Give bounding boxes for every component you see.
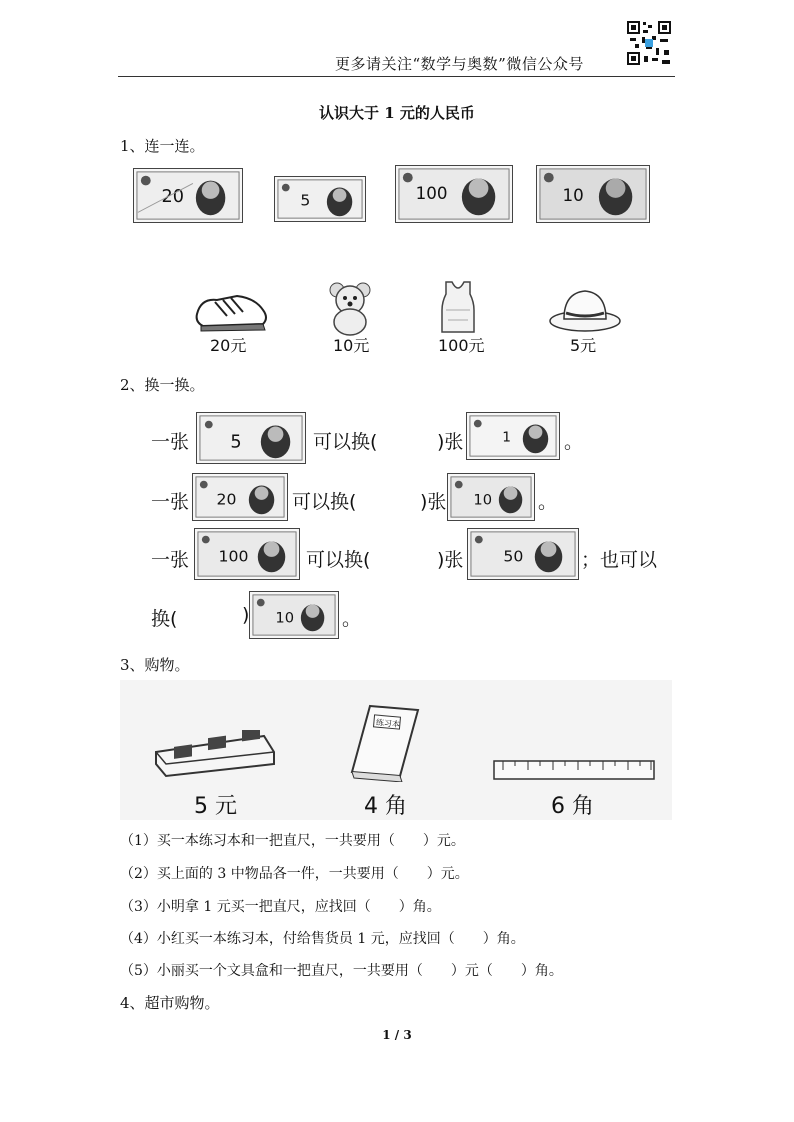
banknote-value: 10 [473, 492, 493, 509]
row2-text-b: 可以换( [292, 491, 357, 513]
banknote-5-value: 5 [300, 191, 311, 210]
section-4-label: 4、超市购物。 [120, 994, 220, 1012]
ruler-icon [493, 760, 655, 780]
banknote-value: 1 [502, 429, 511, 446]
section-1-label: 1、连一连。 [120, 137, 205, 155]
price-label: 5元 [570, 336, 597, 355]
price-label: 20元 [210, 336, 247, 355]
page-title: 认识大于 1 元的人民币 [319, 104, 475, 122]
row2-text-a: 一张 [151, 491, 190, 513]
question-3: （3）小明拿 1 元买一把直尺，应找回（ ）角。 [120, 899, 441, 915]
row1-text-d: 。 [564, 431, 584, 453]
banknote-value: 20 [216, 490, 237, 509]
pencil-case-icon [152, 730, 276, 780]
banknote-100 [395, 165, 513, 223]
banknote-5 [196, 412, 306, 464]
qr-code-icon [626, 20, 672, 66]
banknote-value: 5 [230, 432, 242, 453]
banknote-value: 50 [503, 547, 524, 566]
row3-text-d: ；也可以 [581, 549, 658, 571]
row1-text-b: 可以换( [313, 431, 378, 453]
section-3-label: 3、购物。 [120, 656, 190, 674]
row2-text-d: 。 [538, 491, 558, 513]
notebook-cover-text: 练习本 [375, 718, 401, 730]
row3-text-a: 一张 [151, 549, 190, 571]
banknote-10 [447, 473, 535, 521]
row4-text-a: 换( [151, 608, 178, 630]
banknote-20 [192, 473, 288, 521]
banknote-value: 100 [218, 547, 249, 566]
vest-icon [440, 280, 476, 334]
row4-text-d: 。 [342, 608, 362, 630]
banknote-20-value: 20 [161, 186, 184, 207]
banknote-100 [194, 528, 300, 580]
question-1: （1）买一本练习本和一把直尺，一共要用（ ）元。 [120, 833, 465, 849]
row1-text-c: )张 [437, 431, 464, 453]
banknote-20 [133, 168, 243, 223]
page-number: 1 / 3 [382, 1028, 412, 1042]
price-label: 5 元 [194, 794, 237, 819]
question-2: （2）买上面的 3 中物品各一件，一共要用（ ）元。 [120, 866, 469, 882]
row3-text-c: )张 [437, 549, 464, 571]
banknote-100-value: 100 [415, 183, 448, 203]
price-label: 100元 [438, 336, 485, 355]
section-2-label: 2、换一换。 [120, 376, 205, 394]
row3-text-b: 可以换( [306, 549, 371, 571]
row1-text-a: 一张 [151, 431, 190, 453]
banknote-5 [274, 176, 366, 222]
sneaker-icon [193, 288, 271, 333]
price-label: 4 角 [364, 794, 407, 819]
hat-icon [548, 285, 622, 333]
question-4: （4）小红买一本练习本，付给售货员 1 元，应找回（ ）角。 [120, 931, 525, 947]
banknote-10 [249, 591, 339, 639]
row4-text-b: ) [242, 604, 250, 626]
question-5: （5）小丽买一个文具盒和一把直尺，一共要用（ ）元（ ）角。 [120, 963, 563, 979]
notebook-icon [348, 702, 420, 782]
header-text: 更多请关注“数学与奥数”微信公众号 [335, 55, 584, 73]
banknote-value: 10 [275, 610, 295, 627]
banknote-1 [466, 412, 560, 460]
banknote-50 [467, 528, 579, 580]
price-label: 10元 [333, 336, 370, 355]
teddy-bear-icon [325, 280, 375, 338]
price-label: 6 角 [551, 794, 594, 819]
banknote-10-value: 10 [562, 185, 584, 205]
header-divider [118, 76, 675, 77]
row2-text-c: )张 [420, 491, 447, 513]
banknote-10 [536, 165, 650, 223]
